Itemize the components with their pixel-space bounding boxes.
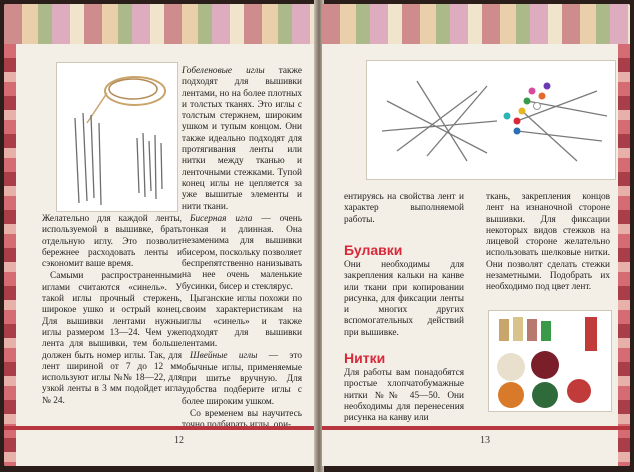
threads-text: Для работы вам понадобятся простые хлопчатобумажные нитки №№ 45—50. Они необходимы для перенесения рисунка на канву или: [344, 368, 464, 424]
needle-type-paragraph: Бисерная игла — очень тонкая и длинная. Она незаменима для вышивки бисером, поскольку позволяет беспрепятственно нанизывать на нее очень маленькие бусинки, бисер и стеклярус.: [182, 213, 302, 292]
pins-photo: [366, 60, 616, 180]
needle-type-paragraph: Гобеленовые иглы также подходят для вышивки лентами, но на более плотных и толстых тканях. Это иглы с толстым стержнем, широким ушком и тупым концом. Они также идеально подходят для протягивания ленты или нитки между тканью и ленточными стежками. Тупой конец иглы не цепляется за уже вышитые элементы и нити ткани.: [182, 66, 302, 212]
needle-type-paragraph: Швейные иглы — это обычные иглы, применяемые при шитье вручную. Для удобства подберите иглы с более широким ушком.: [182, 351, 302, 407]
bottom-red-rule: [4, 426, 316, 430]
pins-heading: Булавки: [344, 242, 403, 258]
needle-type-paragraph: Со временем вы научитесь: [190, 408, 302, 419]
left-column-text: [42, 214, 182, 408]
flower-border-top: [322, 4, 630, 44]
left-page: [4, 4, 316, 466]
rose-border-right: [618, 44, 630, 466]
left-paragraph-1: Желательно для каждой ленты, используемой в вышивке, брать отдельную иглу. Это позволит бережнее расходовать ленты и сэкономит ваше время.: [42, 214, 182, 270]
needles-photo: [56, 62, 178, 212]
middle-column-text: [182, 66, 302, 433]
right-page: [322, 4, 630, 466]
right-intro-col2: ткань, закрепления концов лент на изнаночной стороне вышивки. Для фиксации некоторых видов стежков на лицевой стороне желательно использовать шелковые нитки. Они позволят сделать стежки незаметными. Подобрать их необходимо под цвет лент.: [486, 192, 610, 293]
bottom-red-rule: [322, 426, 630, 430]
left-paragraph-2: Самыми распространенными иглами считаются «синель». У такой иглы прочный стержень, широкое ушко и острый конец. Для вышивки лентами нужны иглы размером 13—24. Чем уже лента для вышивки, тем больше должен быть номер иглы. Так, для лент шириной от 7 до 12 мм используют иглы №№ 18—22, для узкой ленты в 3 мм подойдет игла № 24.: [42, 271, 182, 406]
threads-photo: [488, 310, 612, 412]
page-number-left: 12: [174, 435, 184, 446]
rose-border-left: [4, 44, 16, 466]
pins-text: Они необходимы для закрепления кальки на канве или ткани при копировании рисунка, для фиксации ленты и многих других вспомогательных действий при вышивке.: [344, 260, 464, 338]
page-number-right: 13: [480, 435, 490, 446]
flower-border-top: [4, 4, 316, 44]
right-intro-col1: ентируясь на свойства лент и характер выполняемой работы.: [344, 192, 464, 225]
threads-heading: Нитки: [344, 350, 386, 366]
needle-type-paragraph: Цыганские иглы похожи по своим характеристикам на иглы «синель» и также подходят для вышивки лентами.: [182, 293, 302, 350]
